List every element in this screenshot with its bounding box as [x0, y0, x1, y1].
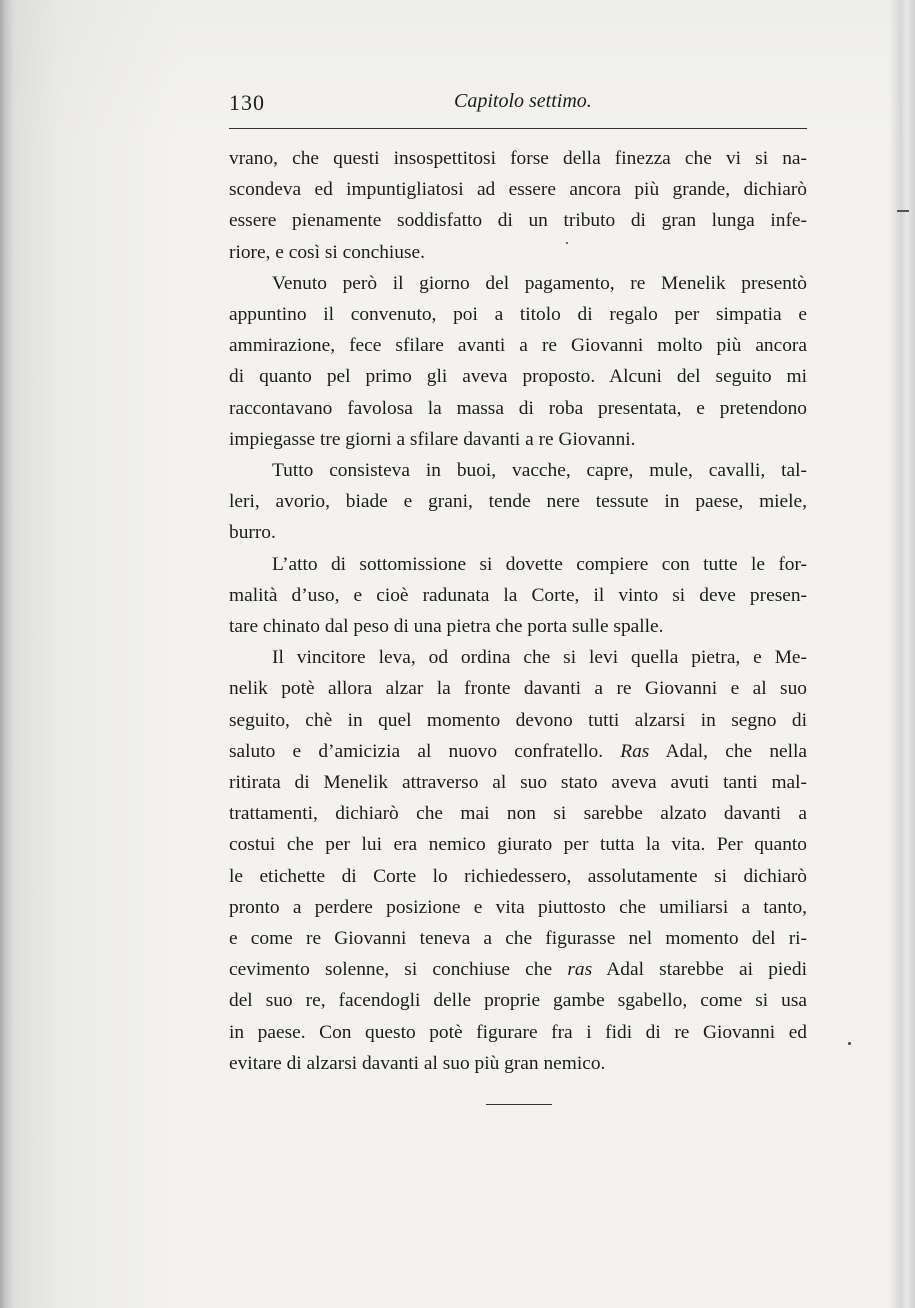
end-rule: [486, 1104, 552, 1105]
text-line: malità d’uso, e cioè radunata la Corte, il vinto si deve presen-: [229, 584, 807, 606]
text-line: costui che per lui era nemico giurato per tutta la vita. Per quanto: [229, 834, 807, 856]
binding-shadow: [0, 0, 14, 1308]
text-line: ritirata di Menelik attraverso al suo stato aveva avuti tanti mal-: [229, 772, 807, 794]
text-line: cevimento solenne, si conchiuse che ras Adal starebbe ai piedi: [229, 959, 807, 981]
text-line: Venuto però il giorno del pagamento, re Menelik presentò: [272, 272, 807, 294]
paragraph: [229, 549, 807, 643]
text-line: evitare di alzarsi davanti al suo più gran nemico.: [229, 1052, 606, 1074]
page-edge: [889, 0, 915, 1308]
text-line: trattamenti, dichiarò che mai non si sarebbe alzato davanti a: [229, 803, 807, 825]
text-line: Il vincitore leva, od ordina che si levi quella pietra, e Me-: [272, 647, 807, 669]
running-title: Capitolo settimo.: [454, 90, 592, 112]
body-text: [229, 143, 807, 1079]
text-line: L’atto di sottomissione si dovette compiere con tutte le for-: [272, 553, 807, 575]
text-line: e come re Giovanni teneva a che figurasse nel momento del ri-: [229, 928, 807, 950]
print-speck: [566, 242, 568, 244]
text-line: in paese. Con questo potè figurare fra i fidi di re Giovanni ed: [229, 1021, 807, 1043]
text-line: del suo re, facendogli delle proprie gambe sgabello, come si usa: [229, 990, 807, 1012]
edge-mark: [897, 210, 909, 212]
text-line: di quanto pel primo gli aveva proposto. Alcuni del seguito mi: [229, 366, 807, 388]
header-rule: [229, 128, 807, 129]
text-line: saluto e d’amicizia al nuovo confratello. Ras Adal, che nella: [229, 740, 807, 762]
text-line: scondeva ed impuntigliatosi ad essere ancora più grande, dichiarò: [229, 179, 807, 201]
text-line: burro.: [229, 522, 276, 544]
paragraph: [229, 143, 807, 268]
page-number: 130: [229, 90, 265, 115]
text-line: leri, avorio, biade e grani, tende nere tessute in paese, miele,: [229, 491, 807, 513]
text-line: essere pienamente soddisfatto di un tributo di gran lunga infe-: [229, 210, 807, 232]
text-line: ammirazione, fece sfilare avanti a re Giovanni molto più ancora: [229, 335, 807, 357]
text-line: impiegasse tre giorni a sfilare davanti a re Giovanni.: [229, 428, 636, 450]
text-line: raccontavano favolosa la massa di roba presentata, e pretendono: [229, 397, 807, 419]
paragraph: [229, 455, 807, 549]
paragraph: [229, 642, 807, 1079]
text-line: riore, e così si conchiuse.: [229, 241, 425, 263]
print-speck: [848, 1042, 851, 1045]
text-line: Tutto consisteva in buoi, vacche, capre, mule, cavalli, tal-: [272, 460, 807, 482]
text-line: seguito, chè in quel momento devono tutti alzarsi in segno di: [229, 709, 807, 731]
text-line: nelik potè allora alzar la fronte davanti a re Giovanni e al suo: [229, 678, 807, 700]
text-line: vrano, che questi insospettitosi forse della finezza che vi si na-: [229, 148, 807, 169]
text-line: appuntino il convenuto, poi a titolo di regalo per simpatia e: [229, 304, 807, 326]
text-line: pronto a perdere posizione e vita piuttosto che umiliarsi a tanto,: [229, 896, 807, 918]
text-line: tare chinato dal peso di una pietra che porta sulle spalle.: [229, 616, 664, 638]
text-line: le etichette di Corte lo richiedessero, assolutamente si dichiarò: [229, 865, 807, 887]
paragraph: [229, 268, 807, 455]
